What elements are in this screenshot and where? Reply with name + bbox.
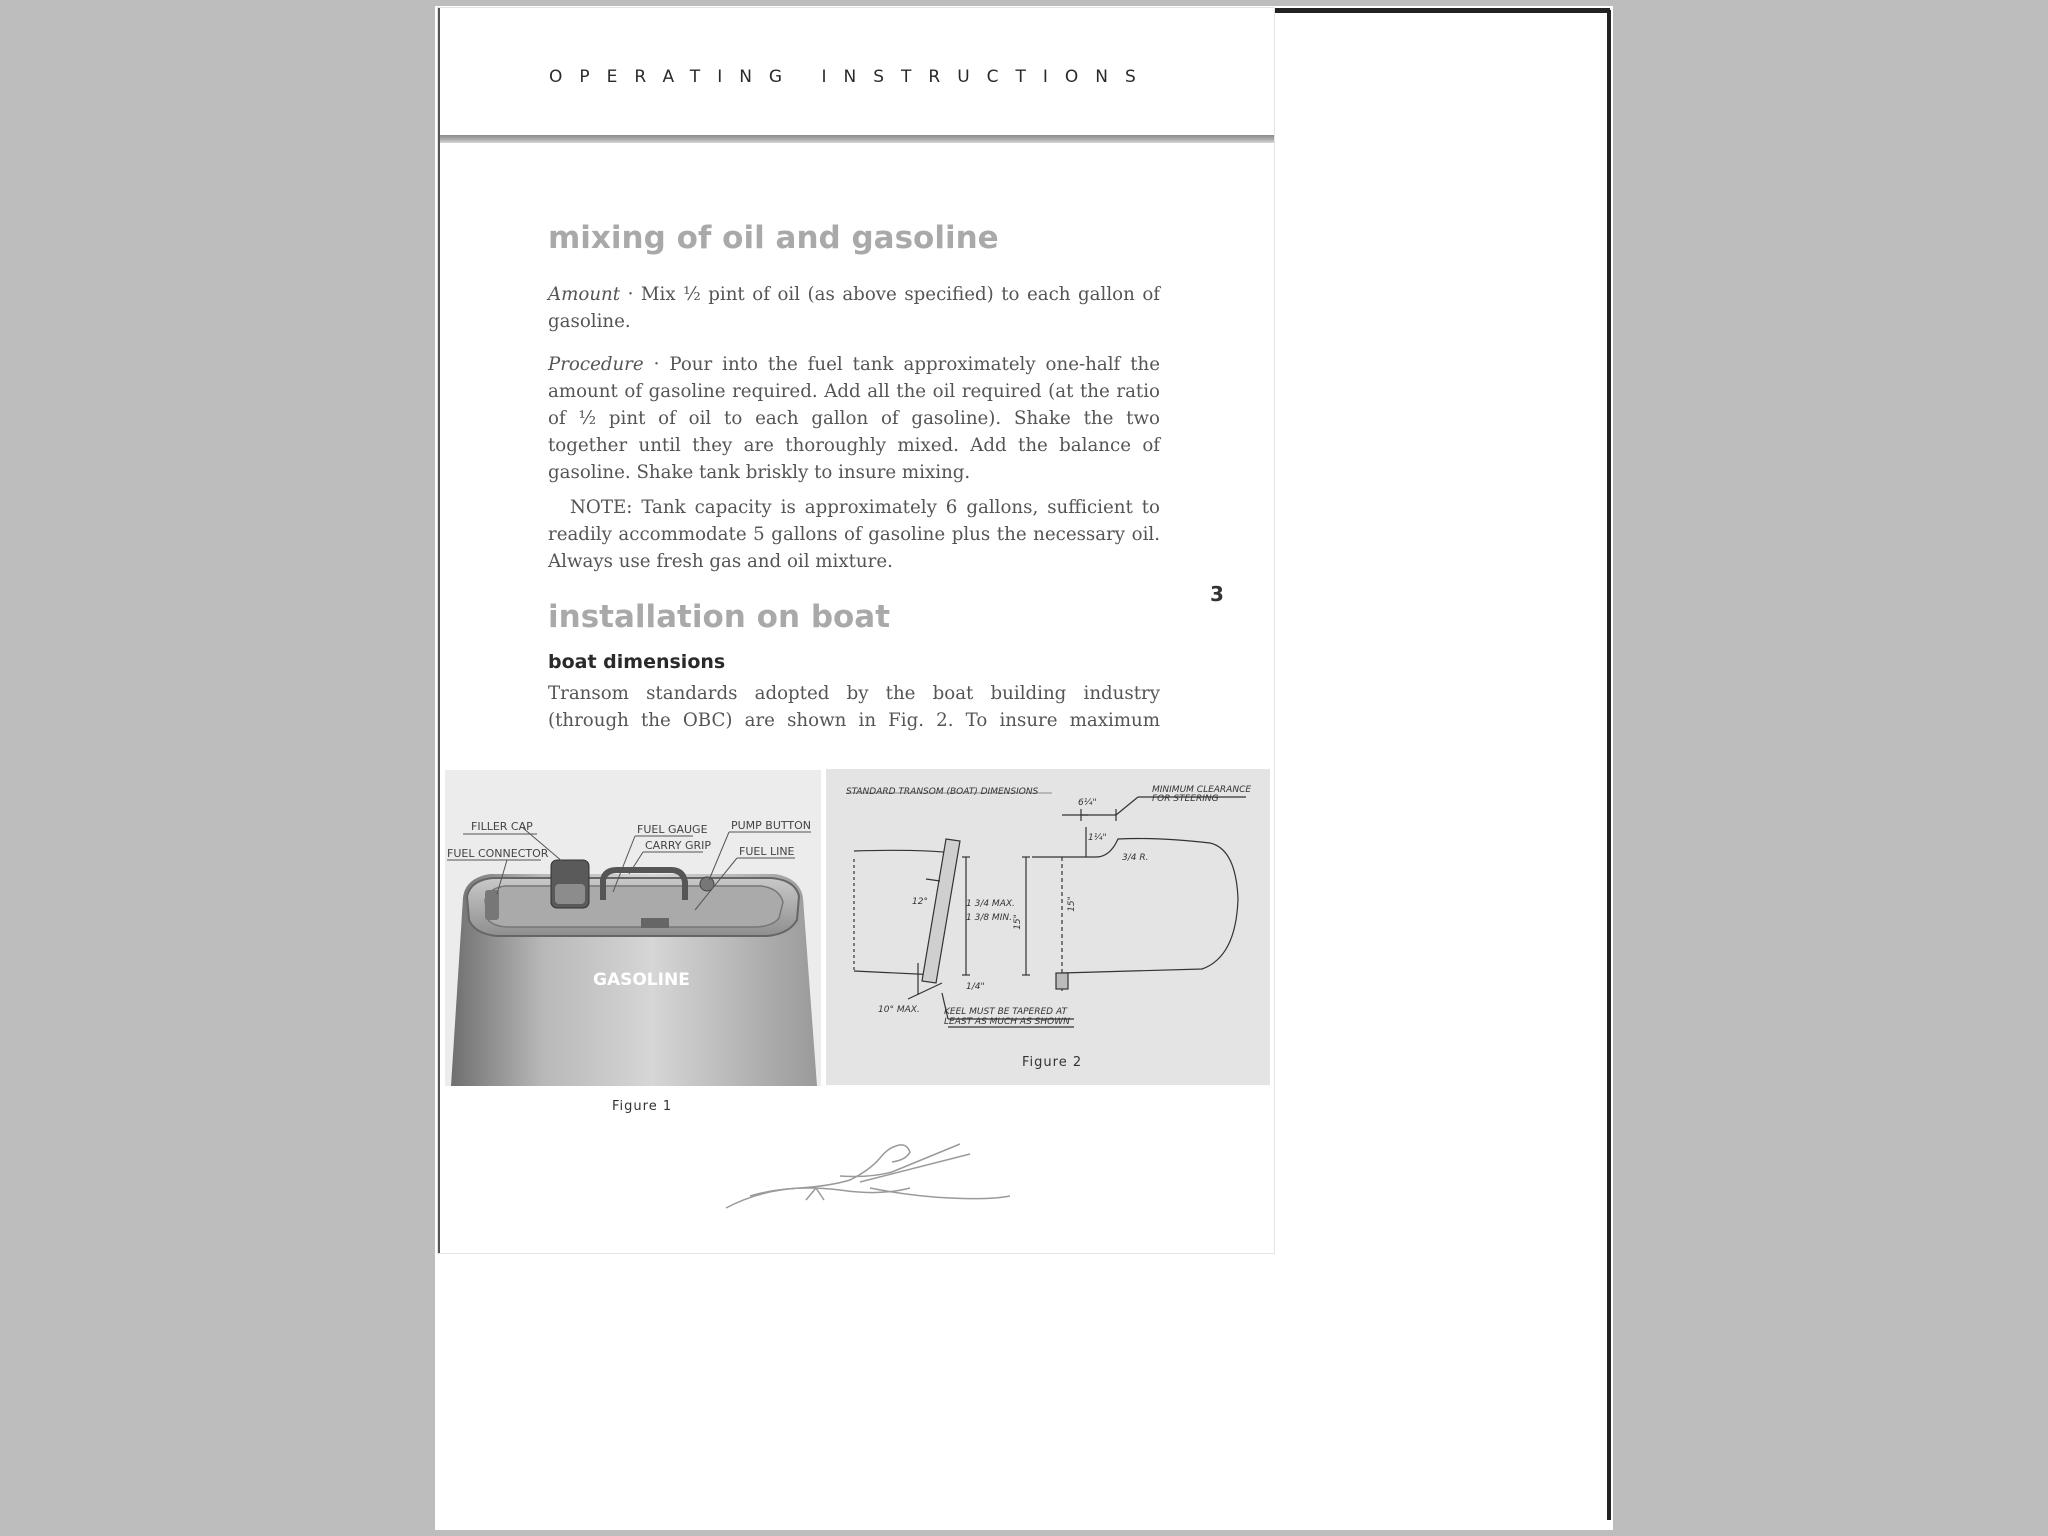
scan-edge-top xyxy=(1272,8,1610,13)
jaguar-logo-icon xyxy=(720,1130,1010,1210)
procedure-text: Pour into the fuel tank approximately one-half the amount of gasoline required. Add all the oil required (at the ratio of ½ pint of oil to each gallon of gasoline). Shake the two together until they are thoroughly mixed. Add the balance of gasoline. Shake tank briskly to insure mixing. xyxy=(548,354,1160,483)
dim-bottom: 1/4" xyxy=(966,982,985,992)
can-gasoline-text: GASOLINE xyxy=(593,970,690,990)
procedure-label: Procedure xyxy=(548,354,644,375)
note-paragraph: NOTE: Tank capacity is approximately 6 gallons, sufficient to readily accommodate 5 gallons of gasoline plus the necessary oil. Always use fresh gas and oil mixture. xyxy=(548,497,1160,572)
label-filler-cap: FILLER CAP xyxy=(471,820,533,833)
subheading-boat-dimensions: boat dimensions xyxy=(548,651,726,673)
label-pump-button: PUMP BUTTON xyxy=(731,819,812,832)
dim-keel-max: 10° MAX. xyxy=(878,1005,920,1015)
keel-note: KEEL MUST BE TAPERED AT LEAST AS MUCH AS SHOWN xyxy=(944,1007,1070,1027)
label-fuel-gauge: FUEL GAUGE xyxy=(637,823,708,836)
label-fuel-connector: FUEL CONNECTOR xyxy=(447,847,549,860)
procedure-paragraph: Procedure · Pour into the fuel tank approximately one-half the amount of gasoline required. Add all the oil required (at the ratio of ½ pint of oil to each gallon of gasoline). Shake the two together until they are thoroughly mixed. Add the balance of gasoline. Shake tank briskly to insure mixing. xyxy=(548,354,1160,483)
manual-page xyxy=(438,8,1274,1253)
dim-top-width: 6¼" xyxy=(1078,798,1097,808)
figure-2-title: STANDARD TRANSOM (BOAT) DIMENSIONS xyxy=(846,787,1039,797)
dim-thickness-max: 1 3/4 MAX. xyxy=(966,899,1015,909)
label-carry-grip: CARRY GRIP xyxy=(645,839,712,852)
amount-paragraph: Amount · Mix ½ pint of oil (as above specified) to each gallon of gasoline. xyxy=(548,284,1160,332)
dim-thickness-min: 1 3/8 MIN. xyxy=(966,913,1012,923)
figure-2-caption: Figure 2 xyxy=(1022,1055,1083,1070)
amount-label: Amount xyxy=(548,284,621,305)
dim-depth: 15" xyxy=(1066,896,1077,912)
page-number: 3 xyxy=(1210,582,1224,606)
dim-drop: 1¼" xyxy=(1088,833,1107,843)
dim-height: 15" xyxy=(1012,914,1023,930)
header-rule xyxy=(440,135,1274,143)
min-clearance-note: MINIMUM CLEARANCE FOR STEERING xyxy=(1152,785,1252,804)
label-fuel-line: FUEL LINE xyxy=(739,845,795,858)
scan-edge-right xyxy=(1607,10,1611,1520)
boat-dimensions-paragraph: Transom standards adopted by the boat building industry (through the OBC) are shown in Fig. 2. To insure maximum xyxy=(548,683,1160,731)
transom-diagram xyxy=(826,769,1270,1085)
dim-radius: 3/4 R. xyxy=(1122,853,1149,863)
figure-1-caption: Figure 1 xyxy=(612,1099,673,1114)
section-heading-mixing: mixing of oil and gasoline xyxy=(548,220,999,256)
amount-text: Mix ½ pint of oil (as above specified) to each gallon of gasoline. xyxy=(548,284,1160,332)
figure-1-fuel-tank xyxy=(445,770,821,1086)
dim-angle: 12° xyxy=(912,897,928,907)
figure-2-transom-dimensions xyxy=(826,769,1270,1085)
running-head: OPERATING INSTRUCTIONS xyxy=(549,67,1153,87)
fuel-tank-illustration xyxy=(445,770,821,1086)
section-heading-installation: installation on boat xyxy=(548,599,891,635)
